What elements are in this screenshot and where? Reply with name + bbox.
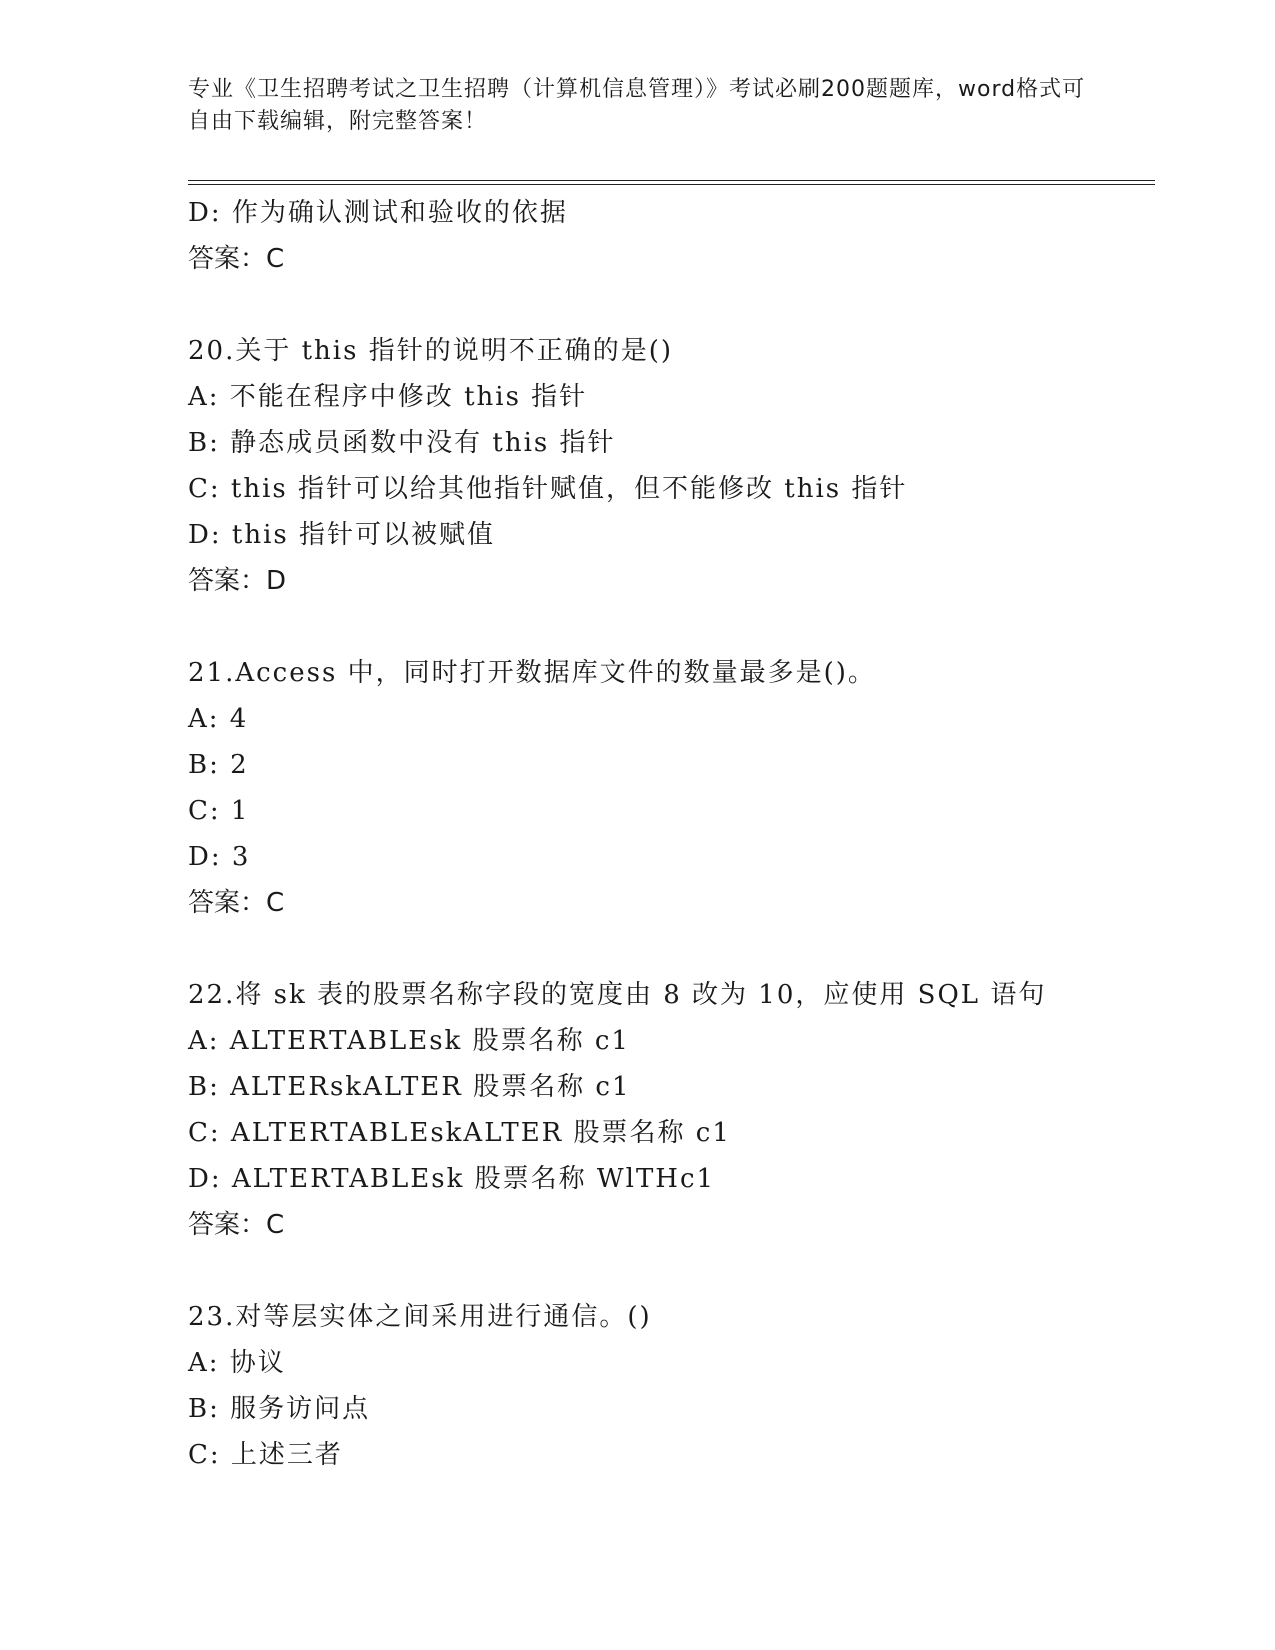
question-stem: 22.将 sk 表的股票名称字段的宽度由 8 改为 10，应使用 SQL 语句 — [188, 980, 1047, 1010]
option-d: D: 3 — [188, 842, 251, 872]
option-b: B: 2 — [188, 750, 249, 780]
document-header: 专业《卫生招聘考试之卫生招聘（计算机信息管理）》考试必刷200题题库，word格式可自由下载编辑，附完整答案！ — [188, 77, 1086, 134]
option-b: B: ALTERskALTER 股票名称 c1 — [188, 1072, 631, 1102]
option-c: C: ALTERTABLEskALTER 股票名称 c1 — [188, 1118, 731, 1148]
option-a: A: 不能在程序中修改 this 指针 — [188, 382, 588, 412]
question-stem: 20.关于 this 指针的说明不正确的是() — [188, 336, 674, 366]
option-b: B: 服务访问点 — [188, 1394, 371, 1424]
answer-label: 答案：C — [188, 244, 285, 274]
option-d: D: 作为确认测试和验收的依据 — [188, 198, 568, 228]
question-fragment-19 — [188, 190, 1155, 282]
option-c: C: this 指针可以给其他指针赋值，但不能修改 this 指针 — [188, 474, 908, 504]
option-d: D: ALTERTABLEsk 股票名称 WlTHc1 — [188, 1164, 716, 1194]
option-a: A: 协议 — [188, 1348, 286, 1378]
question-22 — [188, 972, 1155, 1248]
question-20 — [188, 328, 1155, 604]
header-divider-top — [188, 180, 1155, 181]
question-21 — [188, 650, 1155, 926]
option-b: B: 静态成员函数中没有 this 指针 — [188, 428, 616, 458]
option-c: C: 1 — [188, 796, 250, 826]
question-stem: 23.对等层实体之间采用进行通信。() — [188, 1302, 652, 1332]
option-a: A: ALTERTABLEsk 股票名称 c1 — [188, 1026, 630, 1056]
answer-label: 答案：C — [188, 888, 285, 918]
answer-label: 答案：C — [188, 1210, 285, 1240]
answer-label: 答案：D — [188, 566, 287, 596]
option-d: D: this 指针可以被赋值 — [188, 520, 495, 550]
question-23 — [188, 1294, 1155, 1478]
question-stem: 21.Access 中，同时打开数据库文件的数量最多是()。 — [188, 658, 876, 688]
question-content — [188, 190, 1155, 1478]
option-c: C: 上述三者 — [188, 1440, 343, 1470]
header-divider-bottom — [188, 184, 1155, 185]
option-a: A: 4 — [188, 704, 249, 734]
